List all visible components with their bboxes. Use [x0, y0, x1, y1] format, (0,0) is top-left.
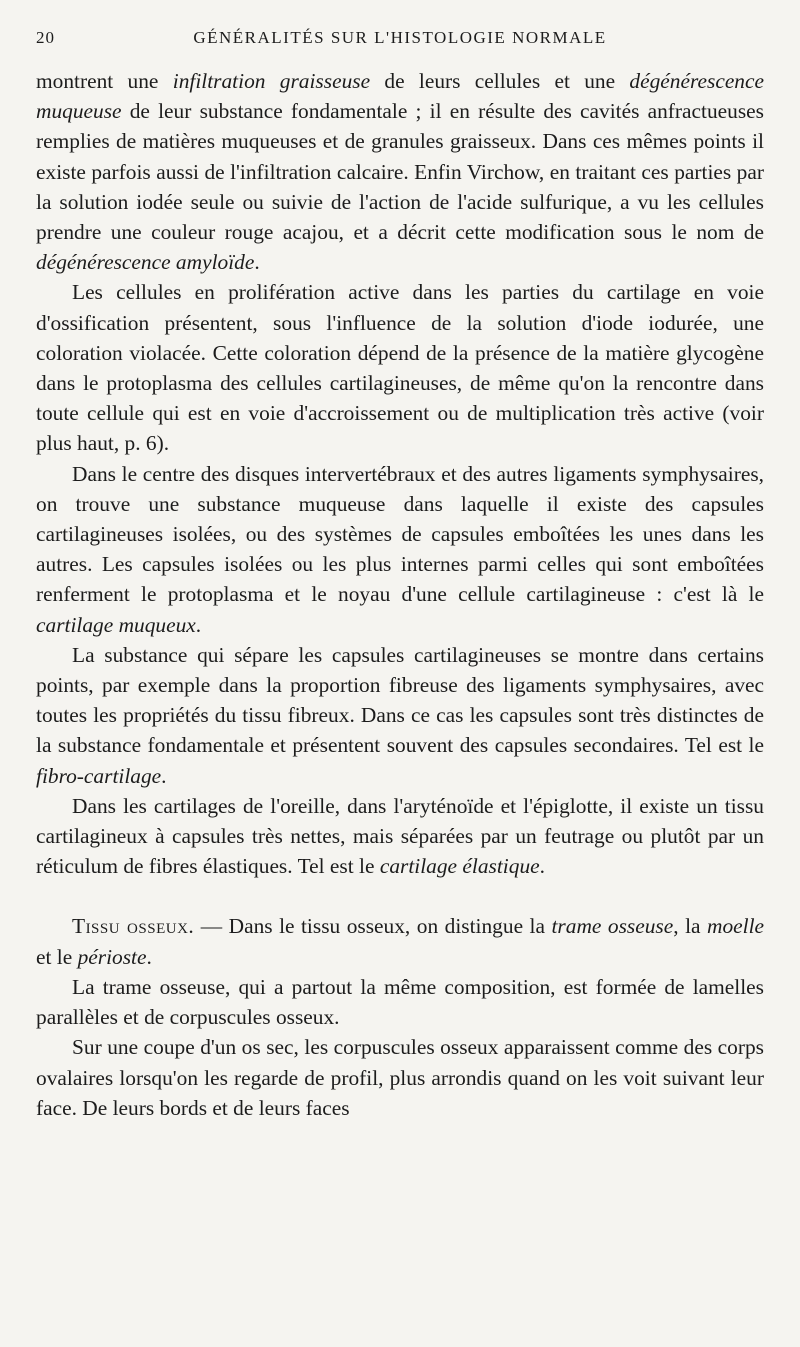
paragraph-degenerescence: montrent une infiltration graisseuse de leurs cellules et une dégénérescence muqueuse de leur substance fondamentale ; il en résulte des cavités anfractueuses remplies de matières muqueuses et de granules graisseux. Dans ces mêmes points il existe parfois aussi de l'infiltration calcaire. Enfin Virchow, en traitant ces parties par la solution iodée seule ou suivie de l'action de l'acide sulfurique, a vu les cellules prendre une couleur rouge acajou, et a décrit cette modification sous le nom de dégénérescence amyloïde.: [36, 69, 764, 275]
term-degenerescence-amyloide: dégénérescence amyloïde: [36, 250, 255, 275]
term-cartilage-elastique: cartilage élastique: [379, 854, 540, 879]
term-fibro-cartilage: fibro-cartilage: [36, 763, 162, 788]
term-degenerescence-muqueuse: dégénérescence muqueuse: [36, 69, 764, 124]
term-cartilage-muqueux: cartilage muqueux: [36, 612, 196, 637]
paragraph-fibro-cartilage: La substance qui sépare les capsules cartilagineuses se montre dans certains points, par exemple dans la proportion fibreuse des ligaments symphysaires, avec toutes les propriétés du tissu fibreux. Dans ce cas les capsules sont très distinctes de la substance fondamentale et présentent souvent des capsules secondaires. Tel est le fibro-cartilage.: [36, 642, 764, 788]
paragraph-ossification: Les cellules en prolifération active dans les parties du cartilage en voie d'ossification présentent, sous l'influence de la solution d'iode iodurée, une coloration violacée. Cette coloration dépend de la présence de la matière glycogène dans le protoplasma des cellules cartilagineuses, de même qu'on la rencontre dans toute cellule qui est en voie d'accroissement ou de multiplication très active (voir plus haut, p. 6).: [36, 280, 764, 456]
page-body: [36, 66, 764, 1123]
term-moelle: moelle: [707, 914, 765, 939]
page-number: 20: [36, 28, 55, 47]
paragraph-tissu-osseux: Tissu osseux. — Dans le tissu osseux, on distingue la trame osseuse, la moelle et le périoste.: [36, 914, 765, 969]
term-trame-osseuse: trame osseuse: [551, 914, 674, 939]
paragraph-cartilage-elastique: Dans les cartilages de l'oreille, dans l'aryténoïde et l'épiglotte, il existe un tissu cartilagineux à capsules très nettes, mais séparées par un feutrage ou plutôt par un réticulum de fibres élastiques. Tel est le cartilage élastique.: [36, 793, 764, 879]
section-heading: Tissu osseux.: [72, 914, 195, 939]
paragraph-cartilage-muqueux: Dans le centre des disques intervertébraux et des autres ligaments symphysaires, on trouve une substance muqueuse dans laquelle il existe des capsules cartilagineuses isolées, ou des systèmes de capsules emboîtées les unes dans les autres. Les capsules isolées ou les plus internes parmi celles qui sont emboîtées renferment le protoplasma et le noyau d'une cellule cartilagineuse : c'est là le cartilage muqueux.: [36, 461, 764, 637]
term-infiltration-graisseuse: infiltration graisseuse: [172, 69, 371, 93]
document-page: [36, 28, 764, 1328]
term-perioste: périoste: [77, 944, 147, 969]
paragraph-trame-osseuse: La trame osseuse, qui a partout la même composition, est formée de lamelles parallèles et de corpuscules osseux.: [36, 974, 764, 1030]
paragraph-corpuscules: Sur une coupe d'un os sec, les corpuscules osseux apparaissent comme des corps ovalaires lorsqu'on les regarde de profil, plus arrondis quand on les voit suivant leur face. De leurs bords et de leurs faces: [36, 1035, 764, 1120]
running-header: [36, 28, 764, 58]
running-title: GÉNÉRALITÉS SUR L'HISTOLOGIE NORMALE: [193, 28, 607, 47]
